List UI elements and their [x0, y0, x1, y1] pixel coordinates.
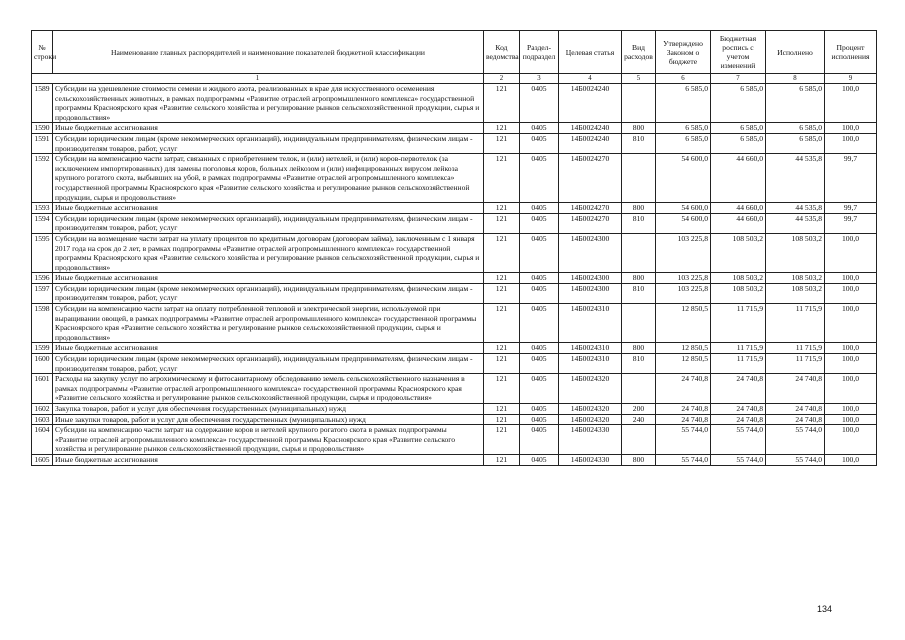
row-dept-cell: 121: [484, 354, 520, 374]
row-name-cell: Субсидии юридическим лицам (кроме некоммерческих организаций), индивидуальным предпринимателям, физическим лицам - производителям товаров, работ, услуг: [53, 283, 484, 303]
row-budget-cell: 11 715,9: [711, 304, 766, 343]
row-type-cell: [622, 233, 656, 272]
row-target-cell: 14Б0024270: [559, 154, 622, 203]
col-number: 9: [825, 74, 877, 84]
row-target-cell: 14Б0024300: [559, 273, 622, 284]
row-executed-cell: 108 503,2: [766, 283, 825, 303]
row-dept-cell: 121: [484, 233, 520, 272]
header-approved: Утверждено Законом о бюджете: [656, 31, 711, 74]
row-budget-cell: 55 744,0: [711, 454, 766, 465]
row-executed-cell: 11 715,9: [766, 354, 825, 374]
row-dept-cell: 121: [484, 454, 520, 465]
row-section-cell: 0405: [520, 233, 559, 272]
row-name-cell: Расходы на закупку услуг по агрохимическому и фитосанитарному обследованию земель сельскохозяйственного назначения в рамках подпрограммы «Развитие отраслей агропромышленного комплекса» государственной программы Красноярского края «Развитие сельского хозяйства и регулирование рынков сельскохозяйственной продукции, сырья и продовольствия»: [53, 374, 484, 404]
row-budget-cell: 6 585,0: [711, 84, 766, 123]
row-executed-cell: 108 503,2: [766, 233, 825, 272]
row-number-cell: 1593: [32, 203, 53, 214]
row-number-cell: 1601: [32, 374, 53, 404]
col-number: 3: [520, 74, 559, 84]
row-percent-cell: 100,0: [825, 304, 877, 343]
row-type-cell: 800: [622, 123, 656, 134]
row-dept-cell: 121: [484, 304, 520, 343]
table-row: [32, 123, 877, 134]
col-number: 6: [656, 74, 711, 84]
row-target-cell: 14Б0024310: [559, 354, 622, 374]
row-dept-cell: 121: [484, 343, 520, 354]
row-number-cell: 1596: [32, 273, 53, 284]
row-executed-cell: 24 740,8: [766, 404, 825, 415]
row-approved-cell: 103 225,8: [656, 283, 711, 303]
row-approved-cell: 12 850,5: [656, 354, 711, 374]
row-percent-cell: 99,7: [825, 203, 877, 214]
row-percent-cell: 100,0: [825, 414, 877, 425]
table-row: [32, 154, 877, 203]
row-target-cell: 14Б0024330: [559, 425, 622, 455]
row-type-cell: 810: [622, 133, 656, 153]
row-percent-cell: 100,0: [825, 283, 877, 303]
row-name-cell: Субсидии юридическим лицам (кроме некоммерческих организаций), индивидуальным предпринимателям, физическим лицам - производителям товаров, работ, услуг: [53, 354, 484, 374]
row-target-cell: 14Б0024270: [559, 213, 622, 233]
row-approved-cell: 12 850,5: [656, 343, 711, 354]
row-dept-cell: 121: [484, 154, 520, 203]
row-approved-cell: 103 225,8: [656, 233, 711, 272]
row-name-cell: Иные бюджетные ассигнования: [53, 343, 484, 354]
table-row: [32, 343, 877, 354]
row-approved-cell: 55 744,0: [656, 454, 711, 465]
row-target-cell: 14Б0024310: [559, 343, 622, 354]
table-row: [32, 404, 877, 415]
row-section-cell: 0405: [520, 154, 559, 203]
row-dept-cell: 121: [484, 273, 520, 284]
table-row: [32, 425, 877, 455]
row-section-cell: 0405: [520, 203, 559, 214]
row-percent-cell: 100,0: [825, 133, 877, 153]
row-number-cell: 1590: [32, 123, 53, 134]
row-percent-cell: 100,0: [825, 404, 877, 415]
document-page: [31, 30, 876, 466]
row-number-cell: 1594: [32, 213, 53, 233]
row-section-cell: 0405: [520, 84, 559, 123]
row-executed-cell: 44 535,8: [766, 213, 825, 233]
table-row: [32, 203, 877, 214]
row-executed-cell: 55 744,0: [766, 454, 825, 465]
table-row: [32, 454, 877, 465]
row-name-cell: Иные бюджетные ассигнования: [53, 123, 484, 134]
table-row: [32, 273, 877, 284]
row-percent-cell: 100,0: [825, 123, 877, 134]
row-name-cell: Субсидии на удешевление стоимости семени и жидкого азота, реализованных в крае для искусственного осеменения сельскохозяйственных животных, в рамках подпрограммы «Развитие отраслей агропромышленного комплекса» государственной программы Красноярского края «Развитие сельского хозяйства и регулирование рынков сельскохозяйственной продукции, сырья и продовольствия»: [53, 84, 484, 123]
row-number-cell: 1599: [32, 343, 53, 354]
row-section-cell: 0405: [520, 354, 559, 374]
row-budget-cell: 108 503,2: [711, 233, 766, 272]
row-number-cell: 1605: [32, 454, 53, 465]
page-number: 134: [817, 604, 833, 614]
table-row: [32, 133, 877, 153]
row-number-cell: 1591: [32, 133, 53, 153]
header-target: Целевая статья: [559, 31, 622, 74]
row-percent-cell: 100,0: [825, 84, 877, 123]
row-type-cell: 800: [622, 203, 656, 214]
row-executed-cell: 108 503,2: [766, 273, 825, 284]
row-section-cell: 0405: [520, 283, 559, 303]
budget-table: [31, 30, 877, 466]
row-budget-cell: 108 503,2: [711, 283, 766, 303]
row-type-cell: [622, 374, 656, 404]
row-target-cell: 14Б0024270: [559, 203, 622, 214]
row-executed-cell: 6 585,0: [766, 84, 825, 123]
row-type-cell: [622, 425, 656, 455]
row-name-cell: Иные бюджетные ассигнования: [53, 454, 484, 465]
row-executed-cell: 44 535,8: [766, 203, 825, 214]
row-executed-cell: 24 740,8: [766, 374, 825, 404]
row-dept-cell: 121: [484, 123, 520, 134]
row-percent-cell: 99,7: [825, 154, 877, 203]
row-type-cell: 200: [622, 404, 656, 415]
row-percent-cell: 99,7: [825, 213, 877, 233]
row-section-cell: 0405: [520, 374, 559, 404]
row-dept-cell: 121: [484, 404, 520, 415]
header-exp-type: Вид расходов: [622, 31, 656, 74]
row-type-cell: 810: [622, 354, 656, 374]
row-section-cell: 0405: [520, 404, 559, 415]
row-section-cell: 0405: [520, 273, 559, 284]
header-section: Раздел-подраздел: [520, 31, 559, 74]
row-executed-cell: 6 585,0: [766, 133, 825, 153]
row-name-cell: Иные бюджетные ассигнования: [53, 273, 484, 284]
row-approved-cell: 6 585,0: [656, 133, 711, 153]
row-approved-cell: 12 850,5: [656, 304, 711, 343]
table-body: [32, 84, 877, 466]
header-percent: Процент исполнения: [825, 31, 877, 74]
row-section-cell: 0405: [520, 133, 559, 153]
row-number-cell: 1603: [32, 414, 53, 425]
row-type-cell: 810: [622, 213, 656, 233]
row-number-cell: 1600: [32, 354, 53, 374]
row-name-cell: Иные закупки товаров, работ и услуг для обеспечения государственных (муниципальных) нужд: [53, 414, 484, 425]
row-budget-cell: 24 740,8: [711, 414, 766, 425]
row-target-cell: 14Б0024330: [559, 454, 622, 465]
row-budget-cell: 24 740,8: [711, 404, 766, 415]
header-executed: Исполнено: [766, 31, 825, 74]
row-executed-cell: 44 535,8: [766, 154, 825, 203]
row-section-cell: 0405: [520, 213, 559, 233]
row-executed-cell: 55 744,0: [766, 425, 825, 455]
row-target-cell: 14Б0024300: [559, 283, 622, 303]
row-target-cell: 14Б0024320: [559, 374, 622, 404]
row-number-cell: 1602: [32, 404, 53, 415]
row-budget-cell: 108 503,2: [711, 273, 766, 284]
row-dept-cell: 121: [484, 374, 520, 404]
header-name: Наименование главных распорядителей и наименование показателей бюджетной классификации: [53, 31, 484, 74]
table-row: [32, 414, 877, 425]
col-number: 5: [622, 74, 656, 84]
row-approved-cell: 54 600,0: [656, 203, 711, 214]
row-dept-cell: 121: [484, 414, 520, 425]
row-percent-cell: 100,0: [825, 374, 877, 404]
header-row: [32, 31, 877, 74]
row-approved-cell: 54 600,0: [656, 154, 711, 203]
row-section-cell: 0405: [520, 343, 559, 354]
row-approved-cell: 55 744,0: [656, 425, 711, 455]
row-executed-cell: 11 715,9: [766, 304, 825, 343]
row-approved-cell: 24 740,8: [656, 414, 711, 425]
row-executed-cell: 11 715,9: [766, 343, 825, 354]
col-number: 7: [711, 74, 766, 84]
row-percent-cell: 100,0: [825, 425, 877, 455]
row-number-cell: 1592: [32, 154, 53, 203]
row-section-cell: 0405: [520, 414, 559, 425]
col-number: 2: [484, 74, 520, 84]
row-approved-cell: 6 585,0: [656, 84, 711, 123]
header-budget-list: Бюджетная роспись с учетом изменений: [711, 31, 766, 74]
row-dept-cell: 121: [484, 203, 520, 214]
row-budget-cell: 44 660,0: [711, 213, 766, 233]
row-target-cell: 14Б0024240: [559, 123, 622, 134]
row-budget-cell: 44 660,0: [711, 154, 766, 203]
table-row: [32, 283, 877, 303]
table-row: [32, 233, 877, 272]
row-budget-cell: 44 660,0: [711, 203, 766, 214]
row-budget-cell: 55 744,0: [711, 425, 766, 455]
row-dept-cell: 121: [484, 425, 520, 455]
row-percent-cell: 100,0: [825, 233, 877, 272]
row-target-cell: 14Б0024240: [559, 133, 622, 153]
row-number-cell: 1604: [32, 425, 53, 455]
row-name-cell: Субсидии на возмещение части затрат на уплату процентов по кредитным договорам (договорам займа), заключенным с 1 января 2017 года на срок до 2 лет, в рамках подпрограммы «Развитие отраслей агропромышленного комплекса» государственной программы Красноярского края «Развитие сельского хозяйства и регулирование рынков сельскохозяйственной продукции, сырья и продовольствия»: [53, 233, 484, 272]
row-budget-cell: 11 715,9: [711, 354, 766, 374]
row-name-cell: Закупка товаров, работ и услуг для обеспечения государственных (муниципальных) нужд: [53, 404, 484, 415]
row-approved-cell: 24 740,8: [656, 374, 711, 404]
row-section-cell: 0405: [520, 425, 559, 455]
table-row: [32, 374, 877, 404]
row-dept-cell: 121: [484, 133, 520, 153]
row-name-cell: Иные бюджетные ассигнования: [53, 203, 484, 214]
row-number-cell: 1598: [32, 304, 53, 343]
row-approved-cell: 54 600,0: [656, 213, 711, 233]
row-number-cell: 1589: [32, 84, 53, 123]
row-budget-cell: 6 585,0: [711, 133, 766, 153]
table-row: [32, 213, 877, 233]
row-budget-cell: 11 715,9: [711, 343, 766, 354]
row-percent-cell: 100,0: [825, 273, 877, 284]
row-target-cell: 14Б0024300: [559, 233, 622, 272]
row-dept-cell: 121: [484, 213, 520, 233]
col-number: 1: [32, 74, 484, 84]
row-target-cell: 14Б0024310: [559, 304, 622, 343]
row-percent-cell: 100,0: [825, 343, 877, 354]
row-number-cell: 1595: [32, 233, 53, 272]
row-name-cell: Субсидии юридическим лицам (кроме некоммерческих организаций), индивидуальным предпринимателям, физическим лицам - производителям товаров, работ, услуг: [53, 133, 484, 153]
row-target-cell: 14Б0024320: [559, 414, 622, 425]
row-type-cell: 810: [622, 283, 656, 303]
column-numbers-row: [32, 74, 877, 84]
row-type-cell: 240: [622, 414, 656, 425]
row-number-cell: 1597: [32, 283, 53, 303]
header-row-no: № строки: [32, 31, 53, 74]
row-budget-cell: 24 740,8: [711, 374, 766, 404]
col-number: 8: [766, 74, 825, 84]
row-name-cell: Субсидии на компенсацию части затрат на оплату потребленной тепловой и электрической энергии, используемой при выращивании овощей, в рамках подпрограммы «Развитие отраслей агропромышленного комплекса» государственной программы Красноярского края «Развитие сельского хозяйства и регулирование рынков сельскохозяйственной продукции, сырья и продовольствия»: [53, 304, 484, 343]
row-executed-cell: 24 740,8: [766, 414, 825, 425]
row-type-cell: [622, 304, 656, 343]
row-section-cell: 0405: [520, 304, 559, 343]
row-percent-cell: 100,0: [825, 354, 877, 374]
row-percent-cell: 100,0: [825, 454, 877, 465]
row-executed-cell: 6 585,0: [766, 123, 825, 134]
row-dept-cell: 121: [484, 283, 520, 303]
header-dept-code: Код ведомства: [484, 31, 520, 74]
row-approved-cell: 103 225,8: [656, 273, 711, 284]
row-type-cell: [622, 84, 656, 123]
row-type-cell: 800: [622, 273, 656, 284]
row-type-cell: [622, 154, 656, 203]
row-dept-cell: 121: [484, 84, 520, 123]
row-budget-cell: 6 585,0: [711, 123, 766, 134]
row-type-cell: 800: [622, 343, 656, 354]
row-section-cell: 0405: [520, 123, 559, 134]
row-name-cell: Субсидии на компенсацию части затрат, связанных с приобретением телок, и (или) нетелей, и (или) коров-первотелок (за исключением импортированных) для замены поголовья коров, больных лейкозом и (или) инфицированных вирусом лейкоза крупного рогатого скота, выбывших на убой, в рамках подпрограммы «Развитие отраслей агропромышленного комплекса» государственной программы Красноярского края «Развитие сельского хозяйства и регулирование рынков сельскохозяйственной продукции, сырья и продовольствия»: [53, 154, 484, 203]
row-name-cell: Субсидии юридическим лицам (кроме некоммерческих организаций), индивидуальным предпринимателям, физическим лицам - производителям товаров, работ, услуг: [53, 213, 484, 233]
row-approved-cell: 6 585,0: [656, 123, 711, 134]
row-approved-cell: 24 740,8: [656, 404, 711, 415]
row-type-cell: 800: [622, 454, 656, 465]
table-row: [32, 84, 877, 123]
row-target-cell: 14Б0024320: [559, 404, 622, 415]
table-row: [32, 354, 877, 374]
row-name-cell: Субсидии на компенсацию части затрат на содержание коров и нетелей крупного рогатого скота в рамках подпрограммы «Развитие отраслей агропромышленного комплекса» государственной программы Красноярского края «Развитие сельского хозяйства и регулирование рынков сельскохозяйственной продукции, сырья и продовольствия»: [53, 425, 484, 455]
row-section-cell: 0405: [520, 454, 559, 465]
col-number: 4: [559, 74, 622, 84]
row-target-cell: 14Б0024240: [559, 84, 622, 123]
table-row: [32, 304, 877, 343]
